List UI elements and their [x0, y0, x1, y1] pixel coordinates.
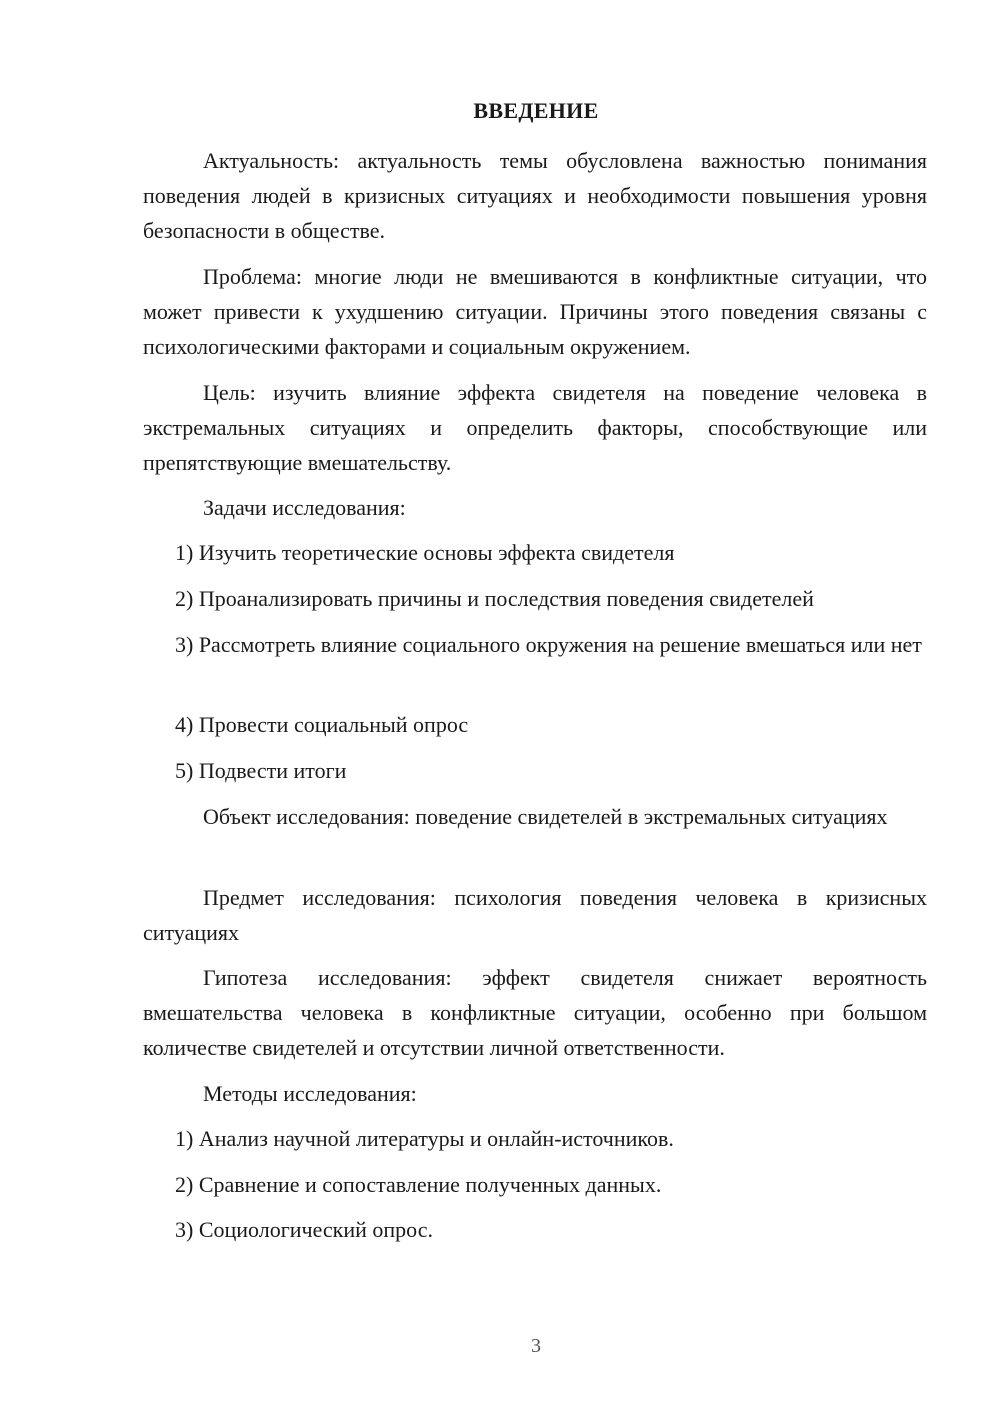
- task-item-2: 2) Проанализировать причины и последствия поведения свидетелей: [175, 586, 814, 611]
- methods-heading: Методы исследования:: [203, 1081, 417, 1106]
- method-item-2: 2) Сравнение и сопоставление полученных данных.: [175, 1172, 662, 1197]
- method-item-1: 1) Анализ научной литературы и онлайн-источников.: [175, 1126, 674, 1151]
- tasks-heading: Задачи исследования:: [203, 495, 406, 520]
- relevance-paragraph: Актуальность: актуальность темы обусловлена важностью понимания поведения людей в кризисных ситуациях и необходимости повышения уровня безопасности в обществе.: [143, 148, 927, 243]
- page-number: 3: [531, 1335, 541, 1357]
- goal-paragraph: Цель: изучить влияние эффекта свидетеля на поведение человека в экстремальных ситуациях и определить факторы, способствующие или препятствующие вмешательству.: [143, 380, 927, 475]
- object-paragraph: Объект исследования: поведение свидетелей в экстремальных ситуациях: [203, 804, 888, 829]
- method-item-3: 3) Социологический опрос.: [175, 1217, 433, 1242]
- task-item-1: 1) Изучить теоретические основы эффекта свидетеля: [175, 540, 675, 565]
- task-item-4: 4) Провести социальный опрос: [175, 712, 469, 737]
- page-title: ВВЕДЕНИЕ: [473, 98, 599, 123]
- task-item-5: 5) Подвести итоги: [175, 758, 347, 783]
- problem-paragraph: Проблема: многие люди не вмешиваются в конфликтные ситуации, что может привести к ухудшению ситуации. Причины этого поведения связаны с психологическими факторами и социальным окружением.: [143, 264, 927, 359]
- hypothesis-paragraph: Гипотеза исследования: эффект свидетеля снижает вероятность вмешательства человека в конфликтные ситуации, особенно при большом количестве свидетелей и отсутствии личной ответственности.: [143, 965, 927, 1060]
- subject-paragraph: Предмет исследования: психология поведения человека в кризисных ситуациях: [143, 885, 927, 945]
- task-item-3: 3) Рассмотреть влияние социального окружения на решение вмешаться или нет: [175, 632, 922, 657]
